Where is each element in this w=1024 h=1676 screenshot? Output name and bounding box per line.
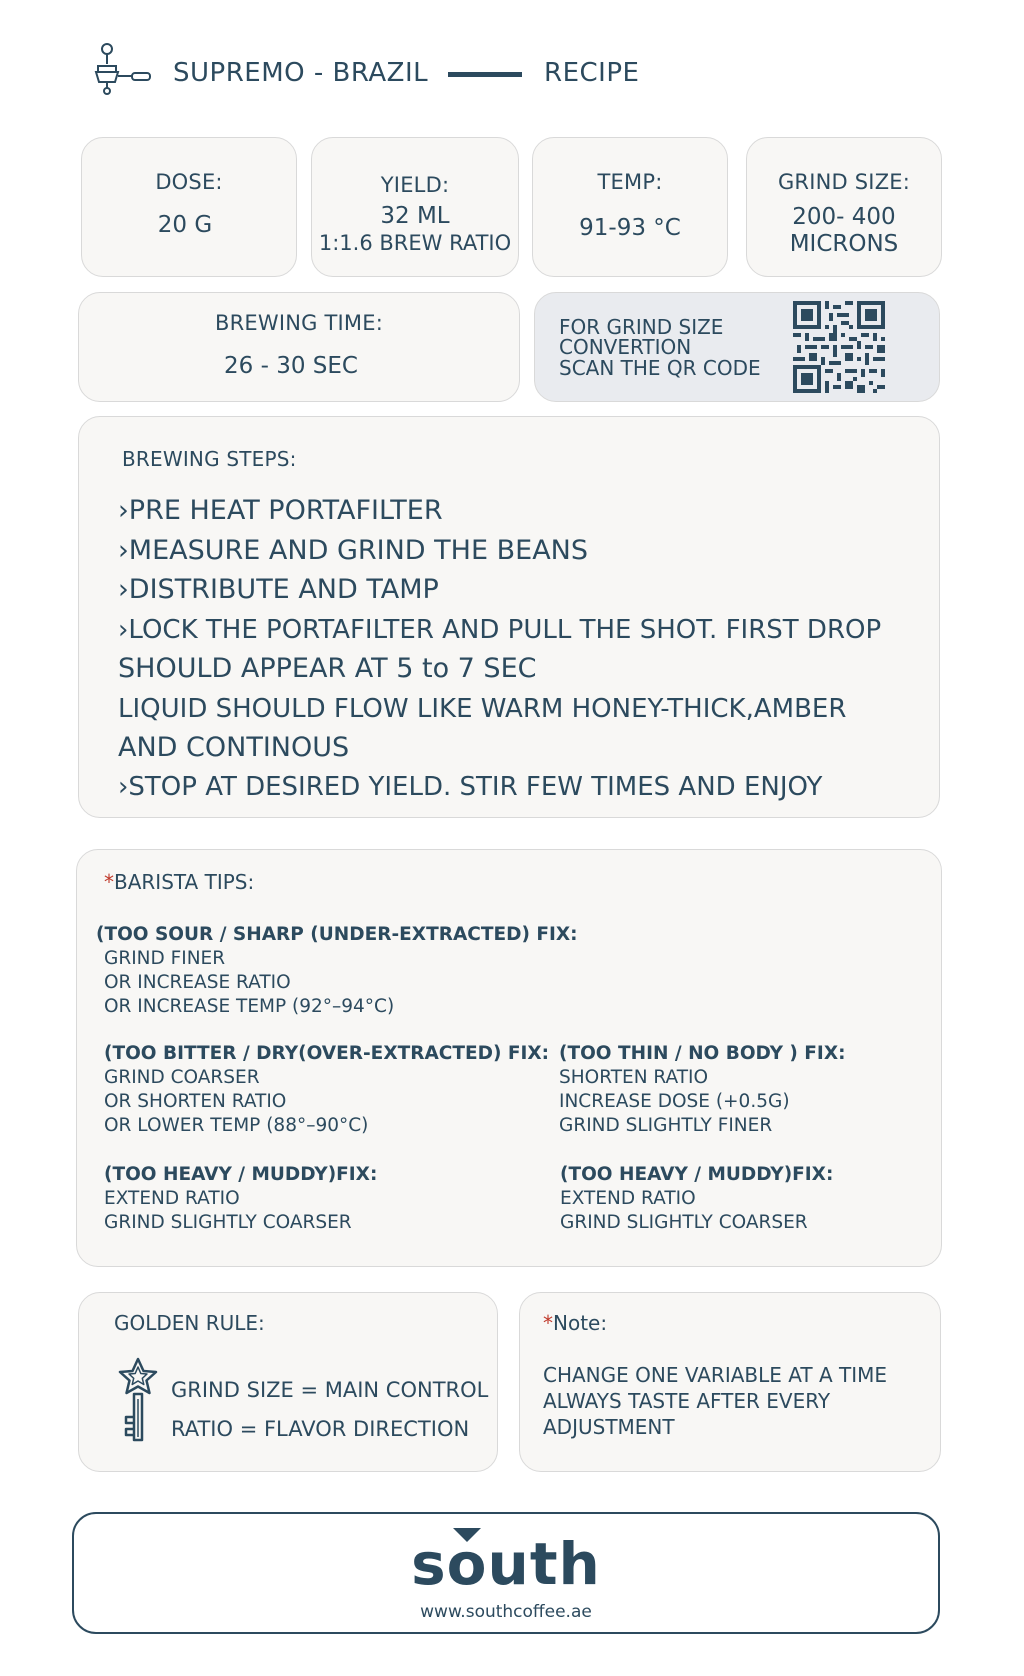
golden-rule-title: GOLDEN RULE: [114,1311,265,1335]
logo-text-end: uth [487,1530,601,1598]
tip-line: OR LOWER TEMP (88°–90°C) [104,1115,369,1136]
dose-value: 20 G [157,212,213,238]
temp-label: TEMP: [597,170,663,194]
step-line: LIQUID SHOULD FLOW LIKE WARM HONEY-THICK,AMBER [118,694,847,724]
step-line: ›LOCK THE PORTAFILTER AND PULL THE SHOT. FIRST DROP [118,615,882,645]
logo-triangle-icon [453,1528,481,1542]
tip-heading: (TOO BITTER / DRY(OVER-EXTRACTED) FIX: [104,1043,550,1064]
qr-text-line3: SCAN THE QR CODE [559,356,761,380]
note-label: Note: [553,1311,608,1335]
golden-rule-card [78,1292,498,1472]
barista-tips-label: BARISTA TIPS: [114,870,255,894]
star-key-icon [115,1357,161,1447]
grind-label: GRIND SIZE: [777,170,911,194]
grind-value-line2: MICRONS [789,231,899,257]
note-title [543,1311,607,1335]
brewing-time-card [78,292,520,402]
tip-line: OR INCREASE TEMP (92°–94°C) [104,996,395,1017]
tip-line: EXTEND RATIO [104,1188,240,1209]
yield-value: 32 ML [380,203,450,229]
step-line: ›PRE HEAT PORTAFILTER [118,495,443,526]
title-divider [448,72,522,77]
yield-ratio: 1:1.6 BREW RATIO [318,231,512,255]
qr-text-line2: CONVERTION [559,335,692,359]
note-card [519,1292,941,1472]
qr-text-line1: FOR GRIND SIZE [559,315,724,339]
note-line3: ADJUSTMENT [543,1415,675,1439]
tip-line: OR SHORTEN RATIO [104,1091,287,1112]
barista-tips-title [104,870,254,894]
tip-line: GRIND SLIGHTLY COARSER [104,1212,352,1233]
qr-card [534,292,940,402]
section-title: RECIPE [544,58,640,88]
tip-heading: (TOO HEAVY / MUDDY)FIX: [104,1164,378,1185]
qr-code-icon[interactable] [793,301,885,393]
tip-bitter [104,1042,549,1138]
logo-o: o [446,1530,488,1598]
tip-thin [559,1042,845,1138]
step-line: ›STOP AT DESIRED YIELD. STIR FEW TIMES AND ENJOY [118,772,823,802]
product-title: SUPREMO - BRAZIL [173,58,429,88]
tip-heading: (TOO THIN / NO BODY ) FIX: [559,1043,846,1064]
tip-line: INCREASE DOSE (+0.5G) [559,1091,790,1112]
golden-rule-line1: GRIND SIZE = MAIN CONTROL [171,1378,489,1402]
tip-heading: (TOO SOUR / SHARP (UNDER-EXTRACTED) FIX: [96,924,578,945]
temp-card [532,137,728,277]
tip-line: GRIND FINER [104,948,226,969]
tip-line: SHORTEN RATIO [559,1067,709,1088]
tip-line: GRIND SLIGHTLY COARSER [560,1212,808,1233]
yield-card [311,137,519,277]
logo-text-start: s [411,1530,447,1598]
tip-heavy-left [104,1163,377,1235]
grind-value-line1: 200- 400 [792,204,896,230]
south-logo [74,1530,938,1598]
note-line2: ALWAYS TASTE AFTER EVERY [543,1389,831,1413]
temp-value: 91-93 °C [579,215,681,241]
footer-box [72,1512,940,1634]
footer-url[interactable]: www.southcoffee.ae [420,1602,592,1622]
brewing-time-label: BREWING TIME: [215,311,383,335]
grind-card [746,137,942,277]
brewing-steps-title: BREWING STEPS: [122,447,297,471]
brewing-time-value: 26 - 30 SEC [224,353,358,379]
tip-line: EXTEND RATIO [560,1188,696,1209]
portafilter-icon [92,42,152,98]
tip-heavy-right [560,1163,833,1235]
tip-heading: (TOO HEAVY / MUDDY)FIX: [560,1164,834,1185]
asterisk: * [104,870,114,894]
step-line: AND CONTINOUS [118,732,350,763]
golden-rule-line2: RATIO = FLAVOR DIRECTION [171,1417,470,1441]
tip-line: GRIND COARSER [104,1067,260,1088]
asterisk: * [543,1311,553,1335]
note-line1: CHANGE ONE VARIABLE AT A TIME [543,1363,888,1387]
brewing-steps-card [78,416,940,818]
step-line: SHOULD APPEAR AT 5 to 7 SEC [118,653,537,684]
tip-line: OR INCREASE RATIO [104,972,291,993]
step-line: ›MEASURE AND GRIND THE BEANS [118,535,589,566]
tip-sour [96,923,578,1019]
dose-label: DOSE: [155,170,223,194]
barista-tips-card [76,849,942,1267]
yield-label: YIELD: [380,173,450,197]
step-line: ›DISTRIBUTE AND TAMP [118,574,439,605]
dose-card [81,137,297,277]
tip-line: GRIND SLIGHTLY FINER [559,1115,773,1136]
